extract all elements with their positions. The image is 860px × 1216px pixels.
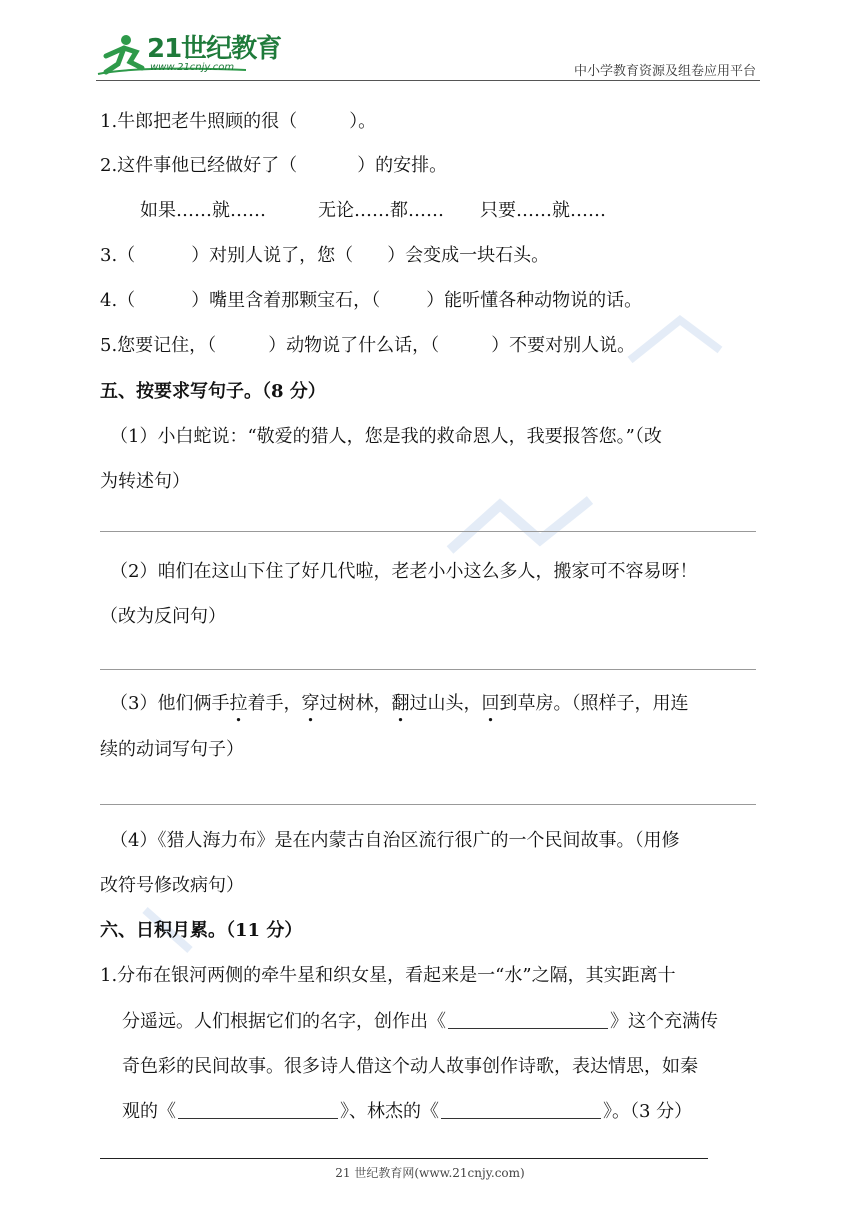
answer-line bbox=[100, 669, 756, 670]
watermark-icon bbox=[620, 310, 730, 370]
footer-divider bbox=[100, 1158, 708, 1159]
conjunction-options: 如果……就…… 无论……都…… 只要……就…… bbox=[140, 200, 606, 221]
answer-blank[interactable] bbox=[178, 1100, 338, 1119]
section-5-q3-line2: 续的动词写句子） bbox=[100, 739, 244, 760]
section-6-title: 六、日积月累。（11 分） bbox=[100, 920, 303, 941]
section-6-p2: 分遥远。人们根据它们的名字，创作出《 》这个充满传 bbox=[122, 1011, 718, 1032]
question-5: 5.您要记住，（ ）动物说了什么话，（ ）不要对别人说。 bbox=[100, 335, 636, 356]
section-6-p1: 1.分布在银河两侧的牵牛星和织女星，看起来是一“水”之隔，其实距离十 bbox=[100, 965, 676, 986]
section-6-p4: 观的《 》、林杰的《 》。（3 分） bbox=[122, 1101, 693, 1122]
question-4: 4.（ ）嘴里含着那颗宝石，（ ）能听懂各种动物说的话。 bbox=[100, 290, 643, 311]
footer-text: 21 世纪教育网(www.21cnjy.com) bbox=[335, 1166, 525, 1180]
page-header bbox=[0, 0, 860, 90]
section-5-q1-line2: 为转述句） bbox=[100, 471, 190, 492]
question-3: 3.（ ）对别人说了，您（ ）会变成一块石头。 bbox=[100, 245, 550, 266]
section-5-q2-line2: （改为反问句） bbox=[100, 606, 226, 627]
section-5-q4-line1: （4）《猎人海力布》是在内蒙古自治区流行很广的一个民间故事。（用修 bbox=[110, 830, 680, 851]
answer-line bbox=[100, 804, 756, 805]
section-5-q4-line2: 改符号修改病句） bbox=[100, 875, 244, 896]
question-2: 2.这件事他已经做好了（ ）的安排。 bbox=[100, 155, 448, 176]
section-6-p3: 奇色彩的民间故事。很多诗人借这个动人故事创作诗歌，表达情思，如秦 bbox=[122, 1056, 698, 1077]
answer-line bbox=[100, 531, 756, 532]
platform-label: 中小学教育资源及组卷应用平台 bbox=[573, 64, 756, 79]
header-divider bbox=[96, 80, 760, 81]
section-5-title: 五、按要求写句子。（8 分） bbox=[100, 381, 326, 402]
section-5-q2-line1: （2）咱们在这山下住了好几代啦，老老小小这么多人，搬家可不容易呀！ bbox=[110, 561, 698, 582]
section-5-q3-line1: （3）他们俩手拉着手，穿过树林，翻过山头，回到草房。（照样子，用连 bbox=[110, 693, 689, 714]
logo-text: 21世纪教育 bbox=[147, 34, 282, 64]
answer-blank[interactable] bbox=[448, 1010, 608, 1029]
watermark-icon bbox=[440, 490, 620, 560]
section-5-q1-line1: （1）小白蛇说：“敬爱的猎人，您是我的救命恩人，我要报答您。”（改 bbox=[110, 426, 662, 447]
question-1: 1.牛郎把老牛照顾的很（ ）。 bbox=[100, 111, 377, 132]
logo-url: www.21cnjy.com bbox=[150, 62, 235, 73]
answer-blank[interactable] bbox=[441, 1100, 601, 1119]
